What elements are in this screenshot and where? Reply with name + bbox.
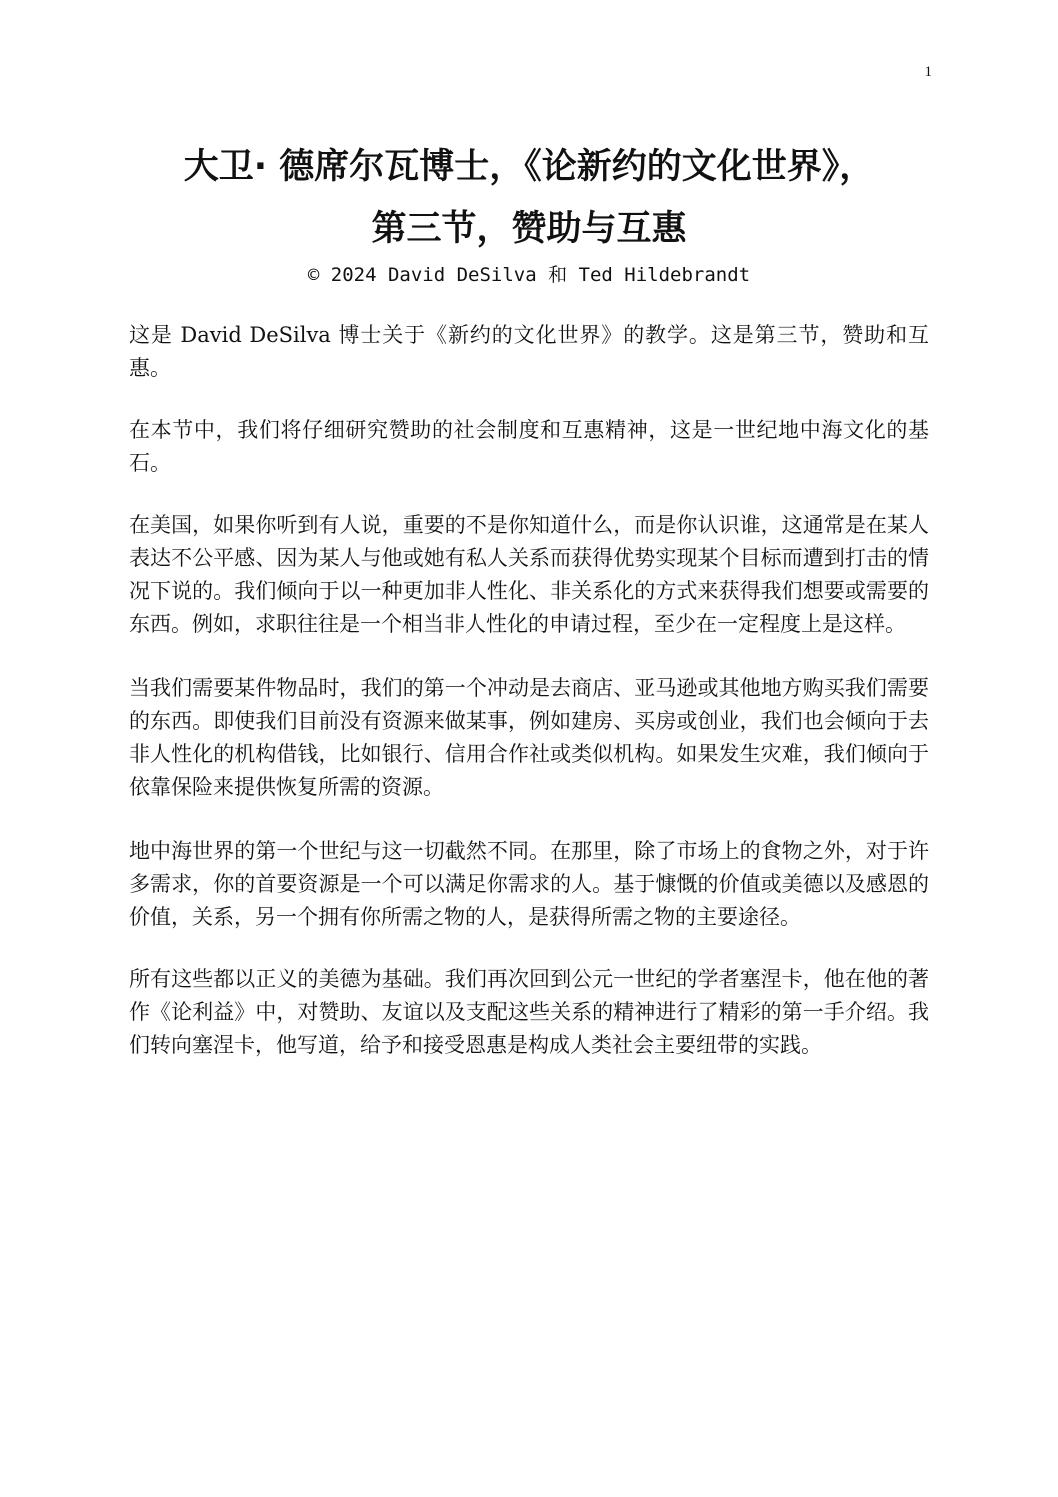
copyright-line: © 2024 David DeSilva 和 Ted Hildebrandt [307, 264, 751, 286]
paragraph-4: 当我们需要某件物品时，我们的第一个冲动是去商店、亚马逊或其他地方购买我们需要的东西。即使我们目前没有资源来做某事，例如建房、买房或创业，我们也会倾向于去非人性化的机构借钱，比如银行、信用合作社或类似机构。如果发生灾难，我们倾向于依靠保险来提供恢复所需的资源。 [129, 676, 929, 799]
paragraph-5: 地中海世界的第一个世纪与这一切截然不同。在那里，除了市场上的食物之外，对于许多需求，你的首要资源是一个可以满足你需求的人。基于慷慨的价值或美德以及感恩的价值，关系，另一个拥有你所需之物的人，是获得所需之物的主要途径。 [129, 839, 929, 929]
paragraph-2: 在本节中，我们将仔细研究赞助的社会制度和互惠精神，这是一世纪地中海文化的基石。 [129, 418, 929, 475]
paragraph-3: 在美国，如果你听到有人说，重要的不是你知道什么，而是你认识谁，这通常是在某人表达不公平感、因为某人与他或她有私人关系而获得优势实现某个目标而遭到打击的情况下说的。我们倾向于以一种更加非人性化、非关系化的方式来获得我们想要或需要的东西。例如，求职往往是一个相当非人性化的申请过程，至少在一定程度上是这样。 [129, 513, 929, 636]
paragraph-1: 这是 David DeSilva 博士关于《新约的文化世界》的教学。这是第三节，赞助和互惠。 [129, 323, 929, 380]
document-title [60, 136, 998, 260]
document-body [129, 319, 929, 1062]
paragraph-6: 所有这些都以正义的美德为基础。我们再次回到公元一世纪的学者塞涅卡，他在他的著作《论利益》中，对赞助、友谊以及支配这些关系的精神进行了精彩的第一手介绍。我们转向塞涅卡，他写道，给予和接受恩惠是构成人类社会主要纽带的实践。 [129, 967, 929, 1057]
title-line-2: 第三节，赞助与互惠 [371, 209, 687, 249]
page-number: 1 [924, 64, 932, 80]
title-line-1: 大卫· 德席尔瓦博士，《论新约的文化世界》， [183, 147, 875, 187]
